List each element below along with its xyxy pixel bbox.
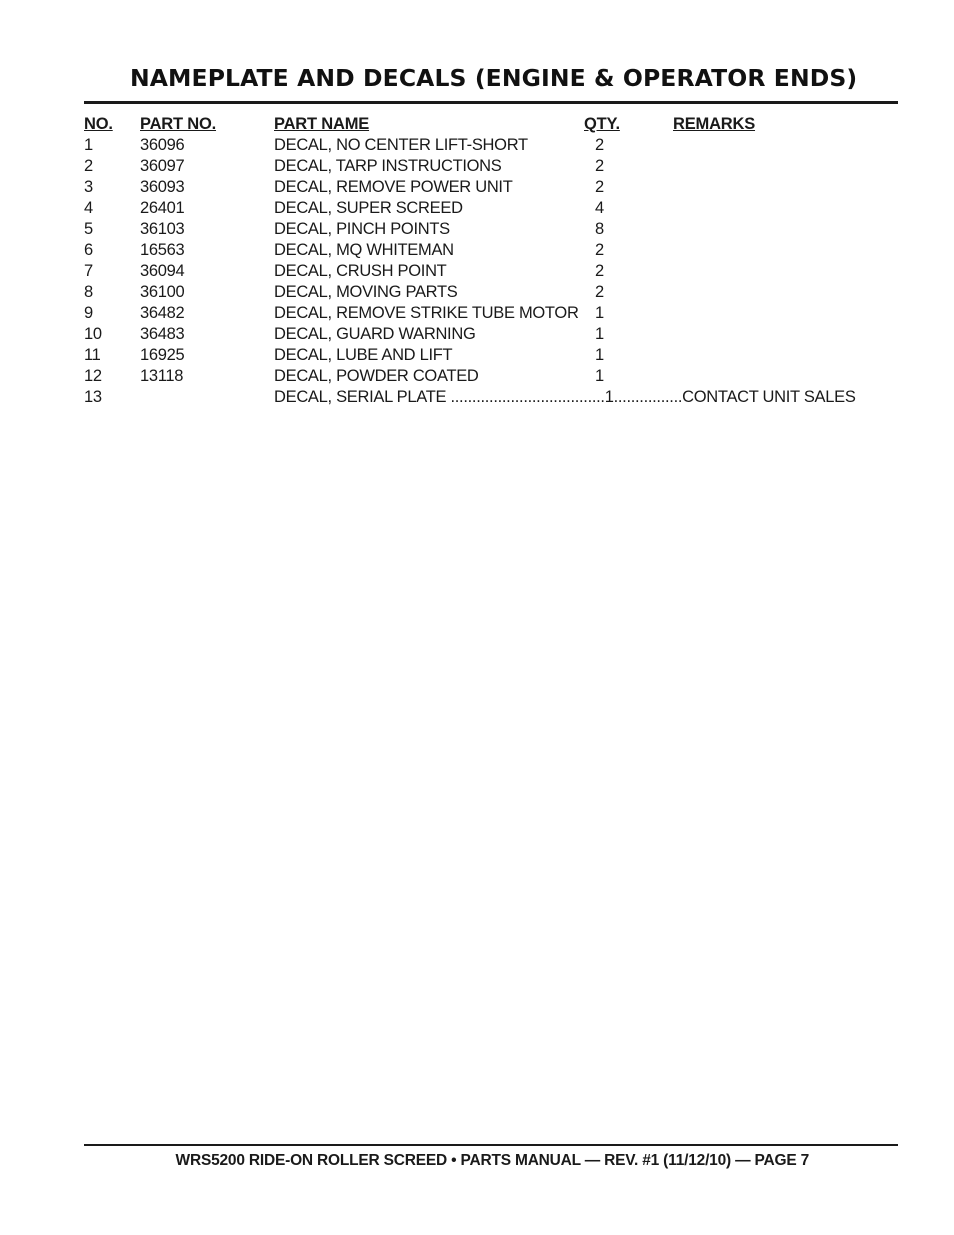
row-qty: 1 <box>595 325 604 343</box>
row-qty: 4 <box>595 199 604 217</box>
row-part-no: 36093 <box>140 178 185 196</box>
row-part-name: DECAL, REMOVE STRIKE TUBE MOTOR <box>274 304 579 322</box>
table-row <box>84 135 898 156</box>
table-row <box>84 219 898 240</box>
row-qty: 2 <box>595 262 604 280</box>
row-no: 7 <box>84 262 93 280</box>
row-part-no: 36097 <box>140 157 185 175</box>
row-part-name: DECAL, SUPER SCREED <box>274 199 463 217</box>
row-qty: 2 <box>595 241 604 259</box>
header-qty: QTY. <box>584 115 620 133</box>
table-row <box>84 345 898 366</box>
table-row <box>84 303 898 324</box>
table-row <box>84 282 898 303</box>
row-part-name: DECAL, TARP INSTRUCTIONS <box>274 157 502 175</box>
row-part-no: 16925 <box>140 346 185 364</box>
row-part-name: DECAL, REMOVE POWER UNIT <box>274 178 513 196</box>
table-row <box>84 366 898 387</box>
row-part-name: DECAL, NO CENTER LIFT-SHORT <box>274 136 528 154</box>
row-qty: 2 <box>595 157 604 175</box>
row-part-name: DECAL, CRUSH POINT <box>274 262 447 280</box>
header-part-name: PART NAME <box>274 115 370 133</box>
table-header-row <box>84 114 898 135</box>
header-part-no: PART NO. <box>140 115 217 133</box>
title-rule <box>84 101 898 104</box>
table-row <box>84 261 898 282</box>
row-qty: 1 <box>595 367 604 385</box>
row-no: 5 <box>84 220 93 238</box>
row-no: 3 <box>84 178 93 196</box>
row-no: 13 <box>84 388 102 406</box>
parts-table <box>84 114 898 408</box>
row-part-no: 36100 <box>140 283 185 301</box>
row-part-name-with-leaders: DECAL, SERIAL PLATE ....................................1................CONTACT UNIT SALES <box>274 388 856 406</box>
row-no: 6 <box>84 241 93 259</box>
footer-rule <box>84 1144 898 1146</box>
row-no: 12 <box>84 367 102 385</box>
table-row <box>84 387 898 408</box>
row-no: 2 <box>84 157 93 175</box>
row-part-no: 16563 <box>140 241 185 259</box>
header-no: NO. <box>84 115 113 133</box>
row-part-name: DECAL, LUBE AND LIFT <box>274 346 453 364</box>
row-part-no: 36482 <box>140 304 185 322</box>
table-row <box>84 324 898 345</box>
row-part-no: 36483 <box>140 325 185 343</box>
row-part-name: DECAL, MOVING PARTS <box>274 283 458 301</box>
row-part-name: DECAL, MQ WHITEMAN <box>274 241 454 259</box>
row-part-name: DECAL, PINCH POINTS <box>274 220 450 238</box>
row-qty: 1 <box>595 346 604 364</box>
row-no: 4 <box>84 199 93 217</box>
row-no: 8 <box>84 283 93 301</box>
row-part-no: 26401 <box>140 199 185 217</box>
row-part-no: 36094 <box>140 262 185 280</box>
table-row <box>84 198 898 219</box>
row-qty: 2 <box>595 178 604 196</box>
row-no: 9 <box>84 304 93 322</box>
row-no: 11 <box>84 346 101 364</box>
row-qty: 1 <box>595 304 604 322</box>
row-part-no: 36103 <box>140 220 185 238</box>
header-remarks: REMARKS <box>673 115 756 133</box>
row-no: 1 <box>84 136 93 154</box>
page-title: NAMEPLATE AND DECALS (ENGINE & OPERATOR ENDS) <box>130 64 858 92</box>
row-part-name: DECAL, GUARD WARNING <box>274 325 476 343</box>
row-qty: 2 <box>595 136 604 154</box>
table-row <box>84 240 898 261</box>
row-part-name: DECAL, POWDER COATED <box>274 367 479 385</box>
row-qty: 8 <box>595 220 604 238</box>
table-row <box>84 156 898 177</box>
row-part-no: 36096 <box>140 136 185 154</box>
row-part-no: 13118 <box>140 367 184 385</box>
table-row <box>84 177 898 198</box>
row-qty: 2 <box>595 283 604 301</box>
row-no: 10 <box>84 325 102 343</box>
page-footer: WRS5200 RIDE-ON ROLLER SCREED • PARTS MANUAL — REV. #1 (11/12/10) — PAGE 7 <box>175 1152 809 1169</box>
